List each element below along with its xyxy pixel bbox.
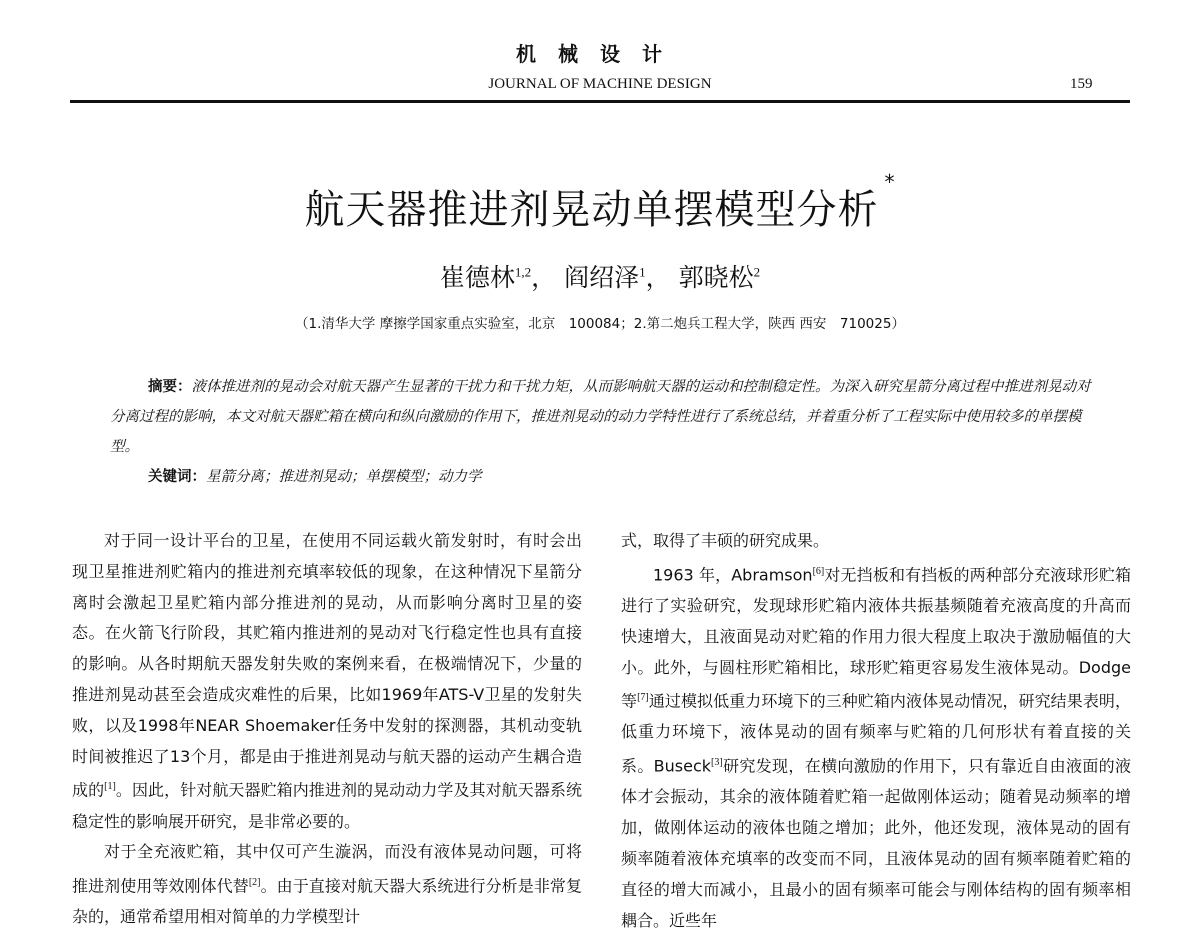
body-column-right <box>621 526 1131 936</box>
author-separator: ， <box>645 263 671 292</box>
author-affiliation-mark: 1 <box>639 264 646 280</box>
author-name: 阎绍泽 <box>564 263 640 292</box>
paper-title-text: 航天器推进剂晃动单摆模型分析 <box>304 187 879 233</box>
body-text: 对于全充液贮箱，其中仅可产生漩涡，而没有液体晃动问题，可将推进剂使用等效刚体代替 <box>72 842 582 896</box>
abstract <box>110 372 1100 462</box>
body-text: 对无挡板和有挡板的两种部分充液球形贮箱进行了实验研究，发现球形贮箱内液体共振基频随着充液高度的升高而快速增大，且液面晃动对贮箱的作用力很大程度上取决于激励幅值的大小。此外，与圆柱形贮箱相比，球形贮箱更容易发生液体晃动。Dodge 等 <box>621 565 1131 711</box>
body-text: 。由于直接对航天器大系统进行分析是非常复杂的，通常希望用相对简单的力学模型计 <box>72 876 582 927</box>
body-paragraph <box>72 837 582 933</box>
journal-title-en: JOURNAL OF MACHINE DESIGN <box>488 76 712 92</box>
author-list <box>0 258 1200 294</box>
body-text: 研究发现，在横向激励的作用下，只有靠近自由液面的液体才会振动，其余的液体随着贮箱一起做刚体运动；随着晃动频率的增加，做刚体运动的液体也随之增加；此外，他还发现，液体晃动的固有频率随着液体充填率的改变而不同，且液体晃动的固有频率随着贮箱的直径的增大而减小，且最小的固有频率可能会与刚体结构的固有频率相耦合。近些年 <box>621 756 1131 930</box>
affiliation: （1.清华大学 摩擦学国家重点实验室，北京 100084；2.第二炮兵工程大学，陕西 西安 710025） <box>295 316 905 332</box>
author-affiliation-mark: 1,2 <box>514 264 532 280</box>
author-separator: ， <box>531 263 557 292</box>
citation-ref: [6] <box>812 565 825 577</box>
keywords-label: 关键词： <box>148 469 206 485</box>
citation-ref: [2] <box>248 877 261 889</box>
body-paragraph <box>621 557 1131 937</box>
keywords-text: 星箭分离；推进剂晃动；单摆模型；动力学 <box>206 469 482 485</box>
author-affiliation-mark: 2 <box>753 264 761 280</box>
body-paragraph <box>621 526 1131 557</box>
journal-title-cn: 机械设计 <box>516 42 684 66</box>
body-paragraph <box>72 526 582 837</box>
body-column-left <box>72 526 582 933</box>
header-rule <box>70 100 1130 103</box>
body-text: 。因此，针对航天器贮箱内推进剂的晃动动力学及其对航天器系统稳定性的影响展开研究，是非常必要的。 <box>72 780 582 831</box>
body-text: 对于同一设计平台的卫星，在使用不同运载火箭发射时，有时会出现卫星推进剂贮箱内的推进剂充填率较低的现象，在这种情况下星箭分离时会激起卫星贮箱内部分推进剂的晃动，从而影响分离时卫星的姿态。在火箭飞行阶段，其贮箱内推进剂的晃动对飞行稳定性也具有直接的影响。从各时期航天器发射失败的案例来看，在极端情况下，少量的推进剂晃动甚至会造成灾难性的后果，比如1969年ATS-V卫星的发射失败，以及1998年NEAR Shoemaker任务中发射的探测器，其机动变轨时间被推迟了13个月，都是由于推进剂晃动与航天器的运动产生耦合造成的 <box>72 531 582 800</box>
abstract-text: 液体推进剂的晃动会对航天器产生显著的干扰力和干扰力矩，从而影响航天器的运动和控制稳定性。为深入研究星箭分离过程中推进剂晃动对分离过程的影响，本文对航天器贮箱在横向和纵向激励的作用下，推进剂晃动的动力学特性进行了系统总结，并着重分析了工程实际中使用较多的单摆模型。 <box>110 379 1091 455</box>
page-number: 159 <box>1070 76 1093 92</box>
body-text: 通过模拟低重力环境下的三种贮箱内液体晃动情况，研究结果表明，低重力环境下，液体晃动的固有频率与贮箱的几何形状有着直接的关系。Buseck <box>621 691 1131 776</box>
citation-ref: [1] <box>104 781 116 793</box>
citation-ref: [3] <box>711 757 723 769</box>
body-text: 1963 年，Abramson <box>653 565 813 585</box>
citation-ref: [7] <box>637 692 649 704</box>
keywords <box>148 465 482 486</box>
paper-title <box>0 170 1200 235</box>
title-footnote-mark: * <box>884 170 896 194</box>
author-name: 郭晓松 <box>678 263 754 292</box>
body-text: 式，取得了丰硕的研究成果。 <box>621 531 830 550</box>
abstract-label: 摘要： <box>148 379 192 395</box>
author-name: 崔德林 <box>439 263 515 292</box>
